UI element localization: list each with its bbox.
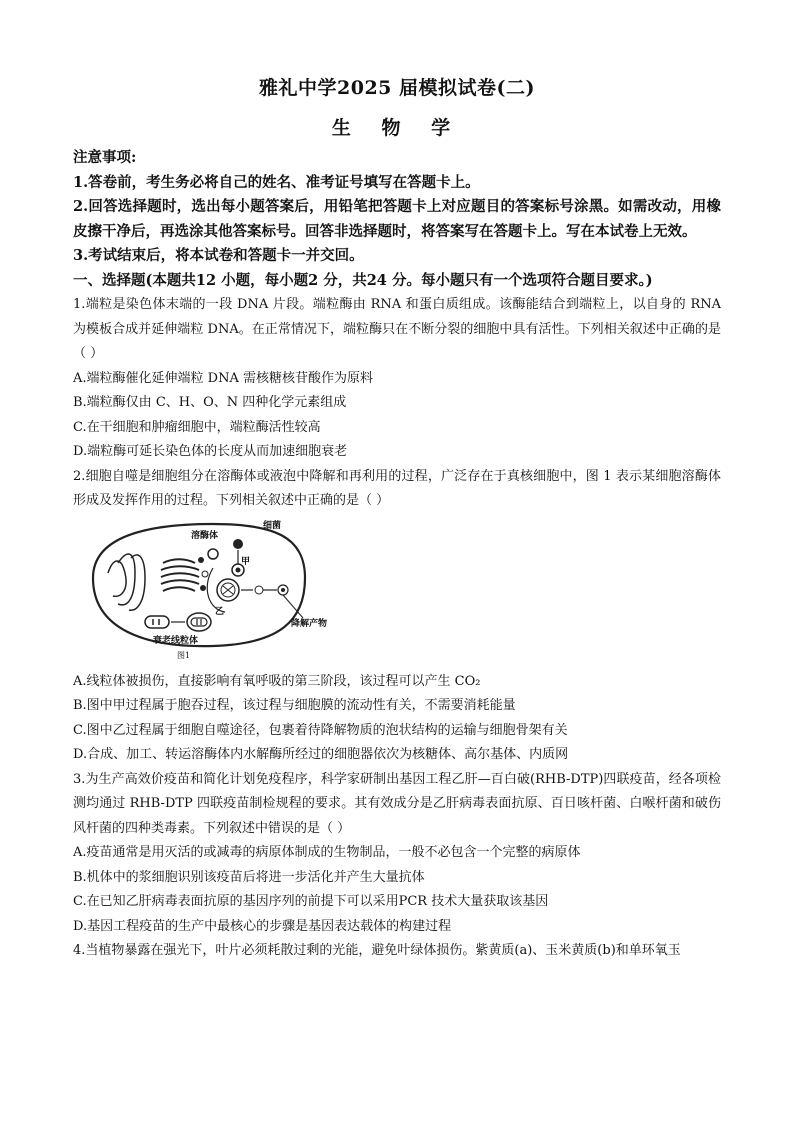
question-3-option-c: C.在已知乙肝病毒表面抗原的基因序列的前提下可以采用PCR 技术大量获取该基因 xyxy=(73,894,549,909)
question-2-stem: 2.细胞自噬是细胞组分在溶酶体或液泡中降解和再利用的过程，广泛存在于真核细胞中，图 1 表示某细胞溶酶体形成及发挥作用的过程。下列相关叙述中正确的是（ ） xyxy=(73,468,721,508)
notice-item-3: 3.考试结束后，将本试卷和答题卡一并交回。 xyxy=(73,247,364,264)
subject-title: 生 物 学 xyxy=(331,117,463,139)
figure-label-products: 降解产物 xyxy=(291,618,328,629)
figure-label-yi: 乙 xyxy=(215,606,225,617)
question-1-stem: 1.端粒是染色体末端的一段 DNA 片段。端粒酶由 RNA 和蛋白质组成。该酶能结合到端粒上，以自身的 RNA 为模板合成并延伸端粒 DNA。在正常情况下，端粒酶只在不断分裂的细胞中具有活性。下列相关叙述中正确的是（ ） xyxy=(73,297,721,361)
figure-label-bacteria: 细菌 xyxy=(263,520,282,531)
question-1-option-b: B.端粒酶仅由 C、H、O、N 四种化学元素组成 xyxy=(73,395,347,410)
question-2-option-d: D.合成、加工、转运溶酶体内水解酶所经过的细胞器依次为核糖体、高尔基体、内质网 xyxy=(73,747,569,762)
question-2-option-c: C.图中乙过程属于细胞自噬途径，包裹着待降解物质的泡状结构的运输与细胞骨架有关 xyxy=(73,722,568,738)
notice-item-1: 1.答卷前，考生务必将自己的姓名、准考证号填写在答题卡上。 xyxy=(73,173,480,191)
question-1-option-c: C.在干细胞和肿瘤细胞中，端粒酶活性较高 xyxy=(73,419,321,435)
question-3-option-d: D.基因工程疫苗的生产中最核心的步骤是基因表达载体的构建过程 xyxy=(73,918,452,934)
exam-title: 雅礼中学2025 届模拟试卷(二) xyxy=(259,77,535,99)
question-2-option-b: B.图中甲过程属于胞吞过程，该过程与细胞膜的流动性有关，不需要消耗能量 xyxy=(73,698,516,713)
figure-label-lysosome: 溶酶体 xyxy=(191,530,219,541)
cell-autophagy-figure xyxy=(73,518,333,668)
exam-content xyxy=(73,146,721,964)
question-3-option-a: A.疫苗通常是用灭活的或减毒的病原体制成的生物制品，一般不必包含一个完整的病原体 xyxy=(73,845,581,860)
question-1-option-d: D.端粒酶可延长染色体的长度从而加速细胞衰老 xyxy=(73,444,348,459)
question-4-stem: 4.当植物暴露在强光下，叶片必须耗散过剩的光能，避免叶绿体损伤。紫黄质(a)、玉米黄质(b)和单环氧玉 xyxy=(73,943,681,958)
figure-caption: 图1 xyxy=(177,650,191,660)
figure-label-mito: 衰老线粒体 xyxy=(153,635,199,646)
question-3-option-b: B.机体中的浆细胞识别该疫苗后将进一步活化并产生大量抗体 xyxy=(73,869,425,885)
notice-heading: 注意事项: xyxy=(73,149,137,166)
section-heading: 一、选择题(本题共12 小题，每小题2 分，共24 分。每小题只有一个选项符合题目要求。) xyxy=(73,271,653,289)
figure-label-jia: 甲 xyxy=(241,556,251,567)
question-2-option-a: A.线粒体被损伤，直接影响有氧呼吸的第三阶段，该过程可以产生 CO₂ xyxy=(73,673,481,689)
notice-item-2: 2.回答选择题时，选出每小题答案后，用铅笔把答题卡上对应题目的答案标号涂黑。如需改动，用橡皮擦干净后，再选涂其他答案标号。回答非选择题时，将答案写在答题卡上。写在本试卷上无效。 xyxy=(73,198,721,240)
question-3-stem: 3.为生产高效价疫苗和简化计划免疫程序，科学家研制出基因工程乙肝—百白破(RHB-DTP)四联疫苗，经各项检测均通过 RHB-DTP 四联疫苗制检规程的要求。其有效成分是乙肝病毒表面抗原、百日咳杆菌、白喉杆菌和破伤风杆菌的四种类毒素。下列叙述中错误的是（ ） xyxy=(73,771,721,836)
question-1-option-a: A.端粒酶催化延伸端粒 DNA 需核糖核苷酸作为原料 xyxy=(73,370,373,386)
